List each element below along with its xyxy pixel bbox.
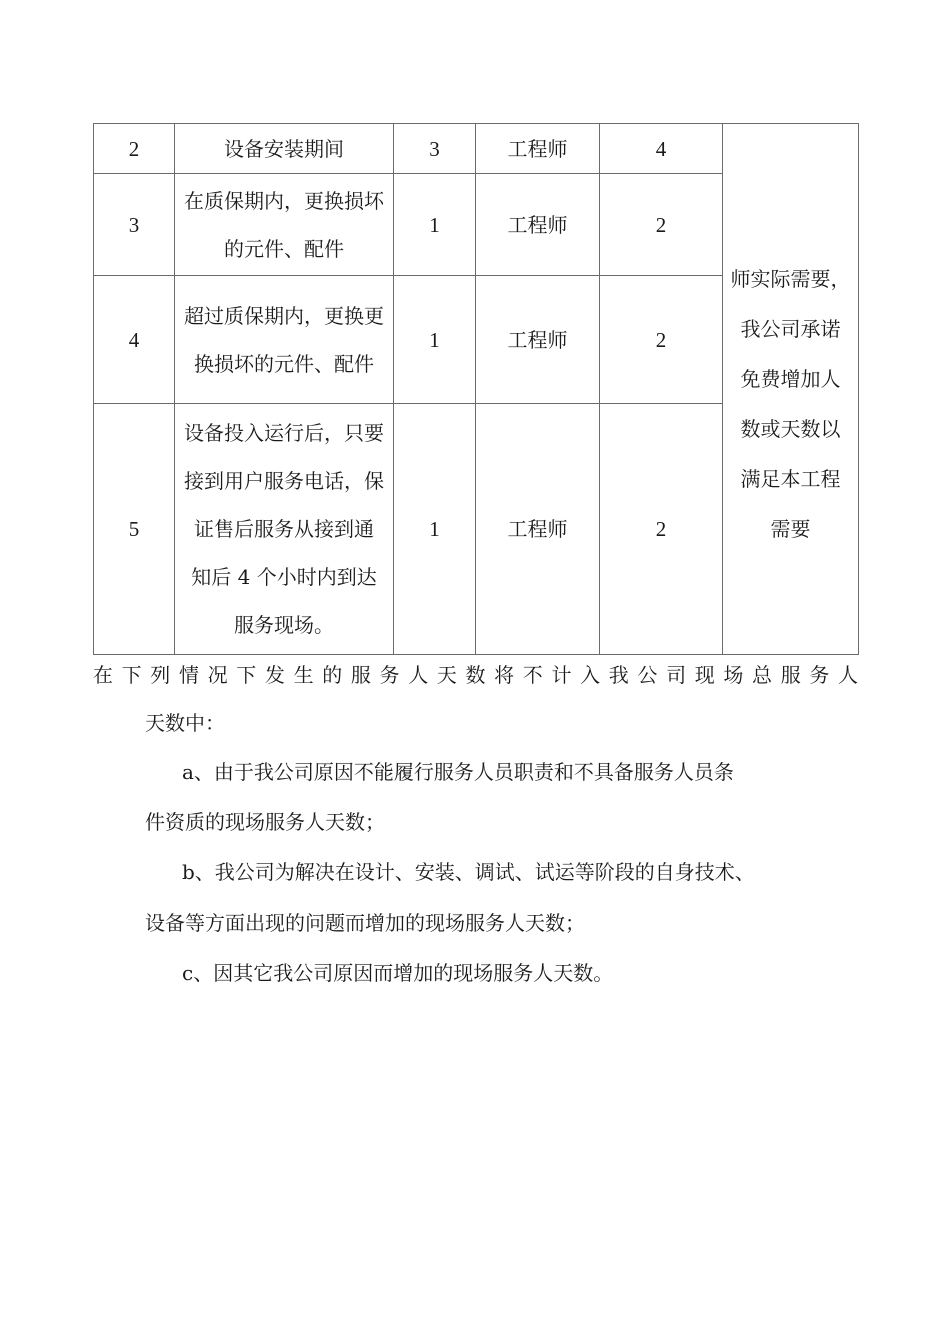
service-days: 2 <box>600 404 723 655</box>
remark-cell <box>723 124 859 655</box>
row-number: 5 <box>94 404 175 655</box>
service-item-line: 设备安装期间 <box>224 136 344 161</box>
personnel-count: 1 <box>394 404 476 655</box>
service-item-line: 超过质保期内，更换更 <box>184 303 384 328</box>
service-days: 2 <box>600 174 723 276</box>
remark-line: 满足本工程 <box>740 467 841 491</box>
personnel-count: 3 <box>394 124 476 174</box>
service-item-line: 的元件、配件 <box>224 236 344 261</box>
service-item <box>175 404 394 655</box>
remark-line: 师实际需要， <box>730 267 851 291</box>
row-number: 3 <box>94 174 175 276</box>
service-personnel-table <box>93 123 859 655</box>
row-number: 2 <box>94 124 175 174</box>
clause-c: c、因其它我公司原因而增加的现场服务人天数。 <box>182 961 614 985</box>
clause-b: b、我公司为解决在设计、安装、调试、试运等阶段的自身技术、 <box>182 860 755 884</box>
service-item <box>175 276 394 404</box>
personnel-role: 工程师 <box>476 276 600 404</box>
personnel-role: 工程师 <box>476 174 600 276</box>
remark-line: 需要 <box>770 517 811 541</box>
service-item-line: 服务现场。 <box>234 613 334 637</box>
personnel-role: 工程师 <box>476 404 600 655</box>
service-item-line: 设备投入运行后，只要 <box>184 421 384 445</box>
personnel-count: 1 <box>394 174 476 276</box>
service-item-line: 知后 4 个小时内到达 <box>191 565 377 589</box>
service-days: 4 <box>600 124 723 174</box>
table-row <box>94 124 859 174</box>
service-item-line: 接到用户服务电话，保 <box>184 469 384 493</box>
service-days: 2 <box>600 276 723 404</box>
clause-b-continued: 设备等方面出现的问题而增加的现场服务人天数； <box>145 911 585 935</box>
service-item-line: 换损坏的元件、配件 <box>194 351 374 376</box>
service-item <box>175 124 394 174</box>
exclusion-intro: 在下列情况下发生的服务人天数将不计入我公司现场总服务人 <box>93 663 858 687</box>
service-item <box>175 174 394 276</box>
personnel-count: 1 <box>394 276 476 404</box>
exclusion-intro-continued: 天数中： <box>145 711 225 735</box>
personnel-role: 工程师 <box>476 124 600 174</box>
service-item-line: 在质保期内，更换损坏 <box>184 188 384 213</box>
service-item-line: 证售后服务从接到通 <box>194 517 374 541</box>
remark-line: 数或天数以 <box>740 417 841 441</box>
clause-a-continued: 件资质的现场服务人天数； <box>145 810 385 834</box>
remark-line: 免费增加人 <box>740 367 841 391</box>
remark-line: 我公司承诺 <box>740 317 841 341</box>
clause-a: a、由于我公司原因不能履行服务人员职责和不具备服务人员条 <box>182 760 734 784</box>
row-number: 4 <box>94 276 175 404</box>
